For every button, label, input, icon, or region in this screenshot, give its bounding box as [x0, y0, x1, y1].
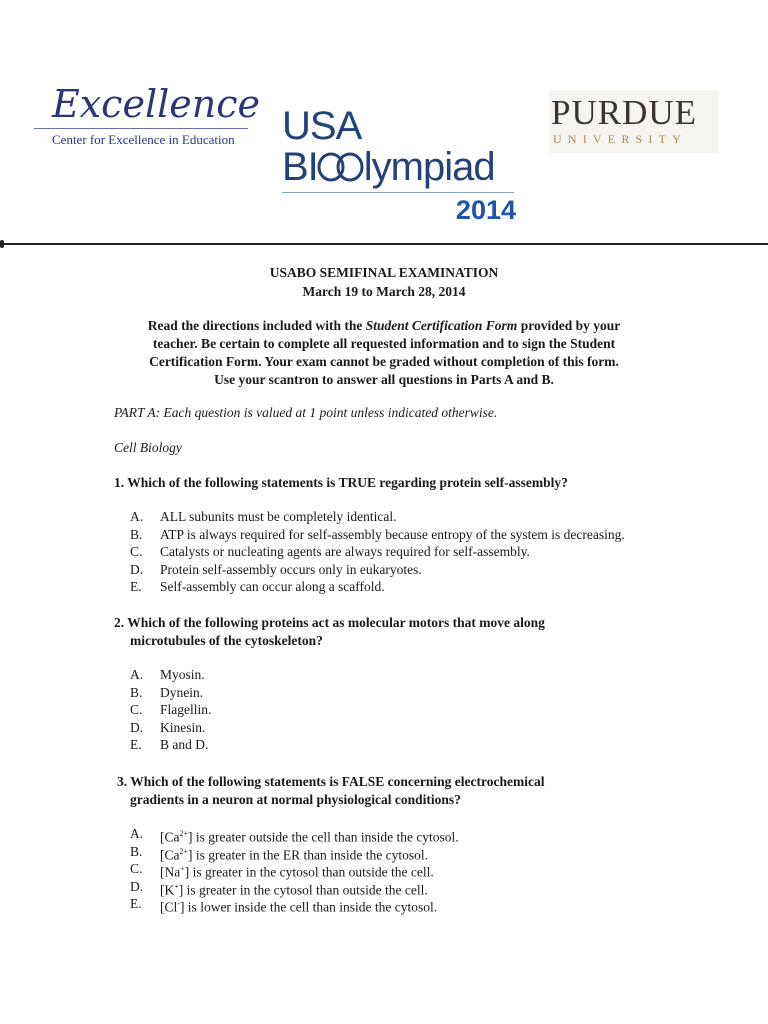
option-text: ALL subunits must be completely identical.	[160, 509, 397, 524]
option-letter: E.	[130, 579, 142, 595]
option-rest: ] is greater outside the cell than inside the cytosol.	[188, 829, 459, 845]
option-letter: C.	[130, 861, 143, 877]
option-letter: E.	[130, 737, 142, 753]
ion-charge: -	[177, 899, 180, 909]
ion-symbol: Na	[164, 864, 181, 880]
purdue-logo	[549, 90, 719, 153]
option	[130, 843, 544, 861]
option-text: $[Ca^{2+}]$ is greater outside the cell than inside the cytosol.	[160, 829, 459, 845]
question-1-options	[130, 508, 625, 596]
ion-charge: 2+	[179, 846, 189, 856]
ion-symbol: Ca	[164, 829, 180, 845]
directions-line-3: Certification Form. Your exam cannot be graded without completion of this form.	[149, 354, 619, 369]
excellence-wordmark: Excellence	[52, 82, 260, 126]
option-letter: A.	[130, 667, 144, 682]
option-letter: B.	[130, 843, 143, 859]
option-letter: D.	[130, 561, 144, 577]
option-letter: B.	[130, 526, 143, 542]
option-letter: C.	[130, 702, 143, 718]
ion-charge: +	[180, 864, 185, 874]
excellence-divider	[34, 128, 248, 129]
ion-symbol: Cl	[164, 899, 178, 915]
option-letter: E.	[130, 896, 142, 912]
option	[130, 543, 568, 561]
directions-line-1	[92, 317, 676, 335]
option	[130, 561, 568, 579]
option-rest: ] is greater in the ER than inside the cytosol.	[188, 847, 428, 863]
directions-line-1-start: Read the directions included with the	[147, 318, 366, 333]
question-2-text-line-1: 2. Which of the following proteins act as molecular motors that move along	[114, 615, 545, 630]
option-text: [K+] is greater in the cytosol than outside the cell.	[160, 881, 428, 898]
question-3-text-line-2: gradients in a neuron at normal physiological conditions?	[130, 792, 461, 807]
option-text: ATP is always required for self-assembly because entropy of the system is decreasing.	[160, 526, 625, 542]
certification-form-name: Student Certification Form	[365, 318, 518, 333]
option	[130, 736, 545, 754]
ion-charge: 2+	[179, 829, 189, 838]
option-letter: D.	[130, 878, 144, 894]
header-rule	[0, 243, 768, 245]
option	[130, 860, 544, 878]
option-rest: ] is greater in the cytosol than outside the cell.	[184, 864, 434, 880]
option-letter: C.	[130, 544, 143, 560]
option	[130, 719, 545, 737]
option-rest: ] is lower inside the cell than inside the cytosol.	[179, 899, 438, 915]
option-letter: B.	[130, 684, 143, 700]
question-3-options	[130, 825, 544, 913]
usabo-year: 2014	[455, 195, 516, 225]
option-rest: ] is greater in the cytosol than outside the cell.	[178, 882, 428, 898]
excellence-logo	[34, 82, 260, 148]
option	[130, 508, 568, 526]
usabo-biolympiad	[282, 146, 522, 188]
option-text: Protein self-assembly occurs only in eukaryotes.	[160, 561, 422, 577]
option	[130, 701, 545, 719]
excellence-subtitle: Center for Excellence in Education	[52, 132, 235, 147]
usabo-bi: BI	[282, 145, 318, 189]
question-1	[114, 474, 625, 596]
option	[130, 684, 545, 702]
option-text: Self-assembly can occur along a scaffold.	[160, 579, 385, 595]
double-o-icon	[316, 151, 366, 183]
option-text: [Na+] is greater in the cytosol than outside the cell.	[160, 864, 434, 880]
purdue-subtitle: UNIVERSITY	[553, 132, 687, 146]
exam-dates: March 19 to March 28, 2014	[302, 284, 466, 299]
question-2	[114, 614, 545, 754]
option	[130, 825, 544, 843]
option-letter: A.	[130, 509, 144, 524]
purdue-wordmark: PURDUE	[551, 93, 698, 132]
option	[130, 895, 544, 913]
directions-line-1-end: provided by your	[517, 318, 621, 333]
option-text: Dynein.	[160, 684, 204, 700]
section-heading: Cell Biology	[114, 440, 182, 455]
option	[130, 526, 625, 544]
ion-symbol: Ca	[164, 847, 180, 863]
option	[130, 578, 568, 596]
exam-title: USABO SEMIFINAL EXAMINATION	[269, 265, 499, 280]
option-text: B and D.	[160, 737, 209, 753]
question-3	[117, 773, 544, 913]
exam-title-block	[0, 263, 768, 301]
option-text: $[Ca^{2+}]$ is greater in the ER than inside the cytosol.	[160, 846, 428, 863]
option-letter: D.	[130, 719, 144, 735]
ion-charge: +	[174, 881, 179, 891]
part-a-heading: PART A: Each question is valued at 1 point unless indicated otherwise.	[114, 405, 498, 420]
option-text: [Cl-] is lower inside the cell than inside the cytosol.	[160, 899, 438, 915]
question-2-text-line-2: microtubules of the cytoskeleton?	[130, 633, 323, 648]
directions	[92, 317, 676, 389]
directions-line-4: Use your scantron to answer all questions in Parts A and B.	[214, 372, 554, 387]
option-text: Catalysts or nucleating agents are always required for self-assembly.	[160, 544, 530, 560]
question-1-text: 1. Which of the following statements is TRUE regarding protein self-assembly?	[114, 475, 568, 490]
question-2-options	[130, 666, 545, 754]
usabo-logo	[282, 106, 522, 227]
directions-line-2: teacher. Be certain to complete all requested information and to sign the Student	[152, 336, 616, 351]
option	[130, 666, 545, 684]
usabo-lympiad: lympiad	[363, 145, 495, 189]
option-text: Myosin.	[160, 667, 205, 682]
usabo-usa: USA	[282, 104, 362, 148]
option	[130, 878, 544, 896]
option-letter: A.	[130, 826, 144, 841]
option-text: Kinesin.	[160, 719, 206, 735]
option-text: Flagellin.	[160, 702, 212, 718]
ion-symbol: K	[164, 882, 175, 898]
question-3-text-line-1: 3. Which of the following statements is FALSE concerning electrochemical	[117, 774, 545, 789]
